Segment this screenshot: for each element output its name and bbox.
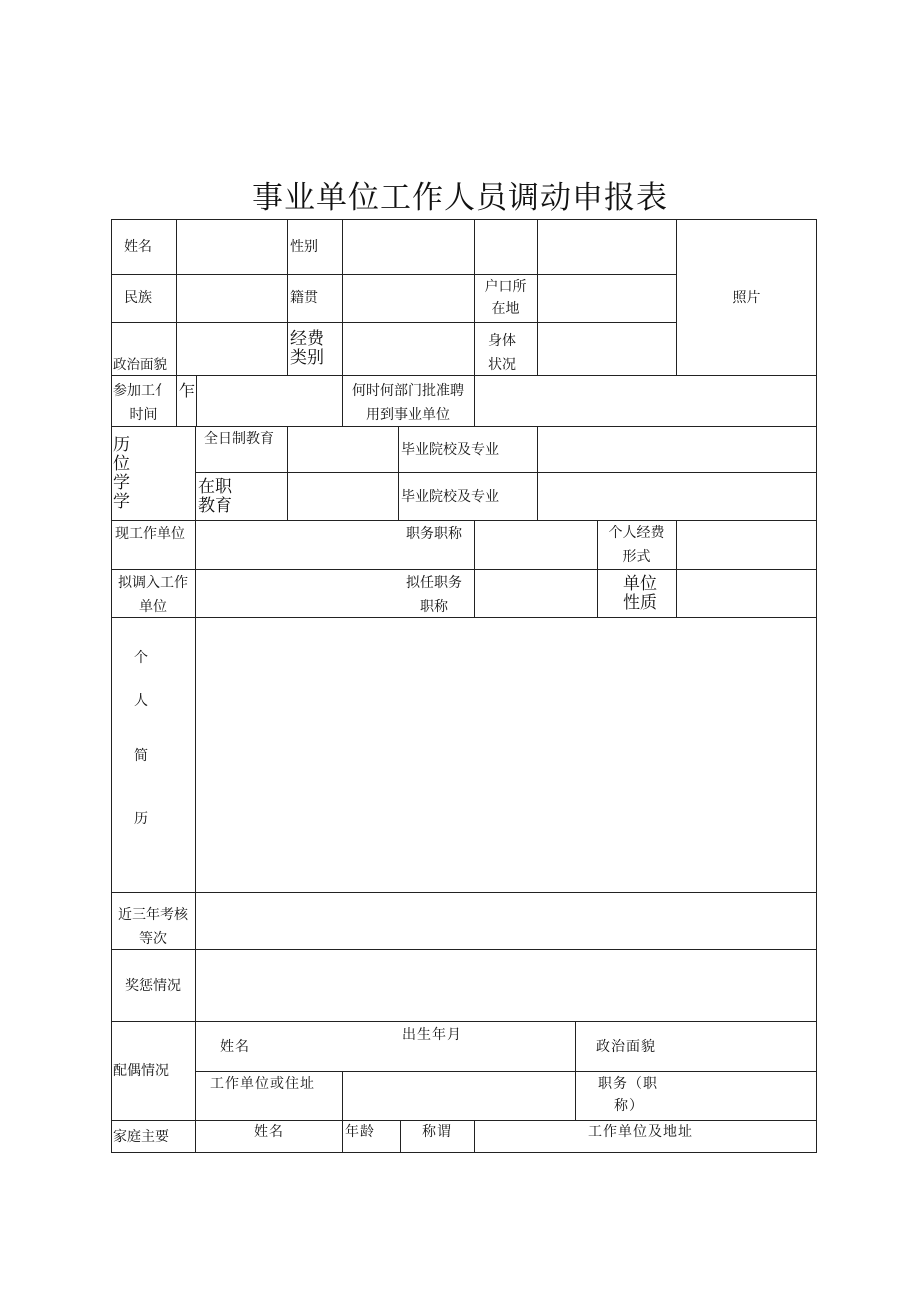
spouse-post-label-line2: 称） <box>614 1098 644 1114</box>
work-start-fragment: 乍 <box>179 381 196 400</box>
target-unit-label-line1: 拟调入工作 <box>118 575 188 591</box>
assessment-label-line2: 等次 <box>139 931 167 947</box>
family-name-header: 姓名 <box>254 1124 284 1140</box>
ethnicity-label: 民族 <box>124 290 152 306</box>
family-age-header: 年龄 <box>345 1124 375 1140</box>
gender-field[interactable] <box>343 222 474 274</box>
inservice-education-label-line2: 教育 <box>198 496 232 516</box>
education-side-label-1: 历 <box>113 435 130 455</box>
work-start-label-line1: 参加工亻 <box>113 383 169 399</box>
approval-label-line2: 用到事业单位 <box>366 407 450 423</box>
current-unit-label: 现工作单位 <box>115 526 185 542</box>
inservice-education-label-line1: 在职 <box>198 477 232 497</box>
hukou-label-line1: 户口所 <box>484 279 527 295</box>
fulltime-education-label: 全日制教育 <box>204 431 274 447</box>
political-status-label: 政治面貌 <box>113 357 167 373</box>
name-field[interactable] <box>177 222 287 274</box>
rewards-label: 奖惩情况 <box>125 978 181 994</box>
resume-label-char-3: 简 <box>134 748 148 764</box>
family-relation-header: 称谓 <box>422 1124 452 1140</box>
spouse-political-label: 政治面貌 <box>596 1039 656 1055</box>
rewards-field[interactable] <box>197 951 815 1020</box>
education-side-label-3: 学 <box>113 473 130 493</box>
photo-placeholder: 照片 <box>732 290 761 306</box>
gender-label: 性别 <box>290 239 318 255</box>
spouse-birth-label: 出生年月 <box>402 1027 462 1043</box>
spouse-label: 配偶情况 <box>113 1063 169 1079</box>
native-place-label: 籍贯 <box>290 290 318 306</box>
fulltime-school-major-label: 毕业院校及专业 <box>401 442 499 458</box>
target-post-label-line2: 职称 <box>420 599 448 615</box>
education-side-label-4: 学 <box>113 492 130 512</box>
spouse-work-address-label: 工作单位或住址 <box>210 1076 315 1092</box>
funding-form-label-line2: 形式 <box>622 549 651 565</box>
current-post-title-label: 职务职称 <box>406 526 462 542</box>
funding-form-label-line1: 个人经费 <box>608 525 665 541</box>
unit-nature-label-line1: 单位 <box>623 574 657 594</box>
name-label: 姓名 <box>124 239 152 255</box>
family-label: 家庭主要 <box>113 1129 169 1145</box>
health-label-line1: 身体 <box>488 333 516 349</box>
assessment-field[interactable] <box>197 894 815 948</box>
unit-nature-label-line2: 性质 <box>623 593 657 613</box>
health-label-line2: 状况 <box>488 357 516 373</box>
target-unit-label-line2: 单位 <box>139 599 167 615</box>
spouse-name-label: 姓名 <box>220 1039 250 1055</box>
family-work-address-header: 工作单位及地址 <box>588 1124 693 1140</box>
resume-label-char-4: 历 <box>134 811 148 827</box>
resume-label-char-1: 个 <box>134 650 148 666</box>
target-post-label-line1: 拟任职务 <box>406 575 462 591</box>
work-start-label-line2: 时间 <box>129 407 158 423</box>
inservice-school-major-label: 毕业院校及专业 <box>401 489 499 505</box>
resume-label-char-2: 人 <box>134 693 148 709</box>
funding-type-label-line2: 类别 <box>290 348 324 368</box>
education-side-label-2: 位 <box>113 454 130 474</box>
funding-type-label-line1: 经费 <box>290 329 324 349</box>
hukou-label-line2: 在地 <box>491 301 520 317</box>
approval-label-line1: 何时何部门批准聘 <box>352 383 464 399</box>
spouse-post-label-line1: 职务（职 <box>598 1076 658 1092</box>
resume-field[interactable] <box>197 619 815 891</box>
form-title: 事业单位工作人员调动申报表 <box>252 180 668 216</box>
assessment-label-line1: 近三年考核 <box>118 907 188 923</box>
